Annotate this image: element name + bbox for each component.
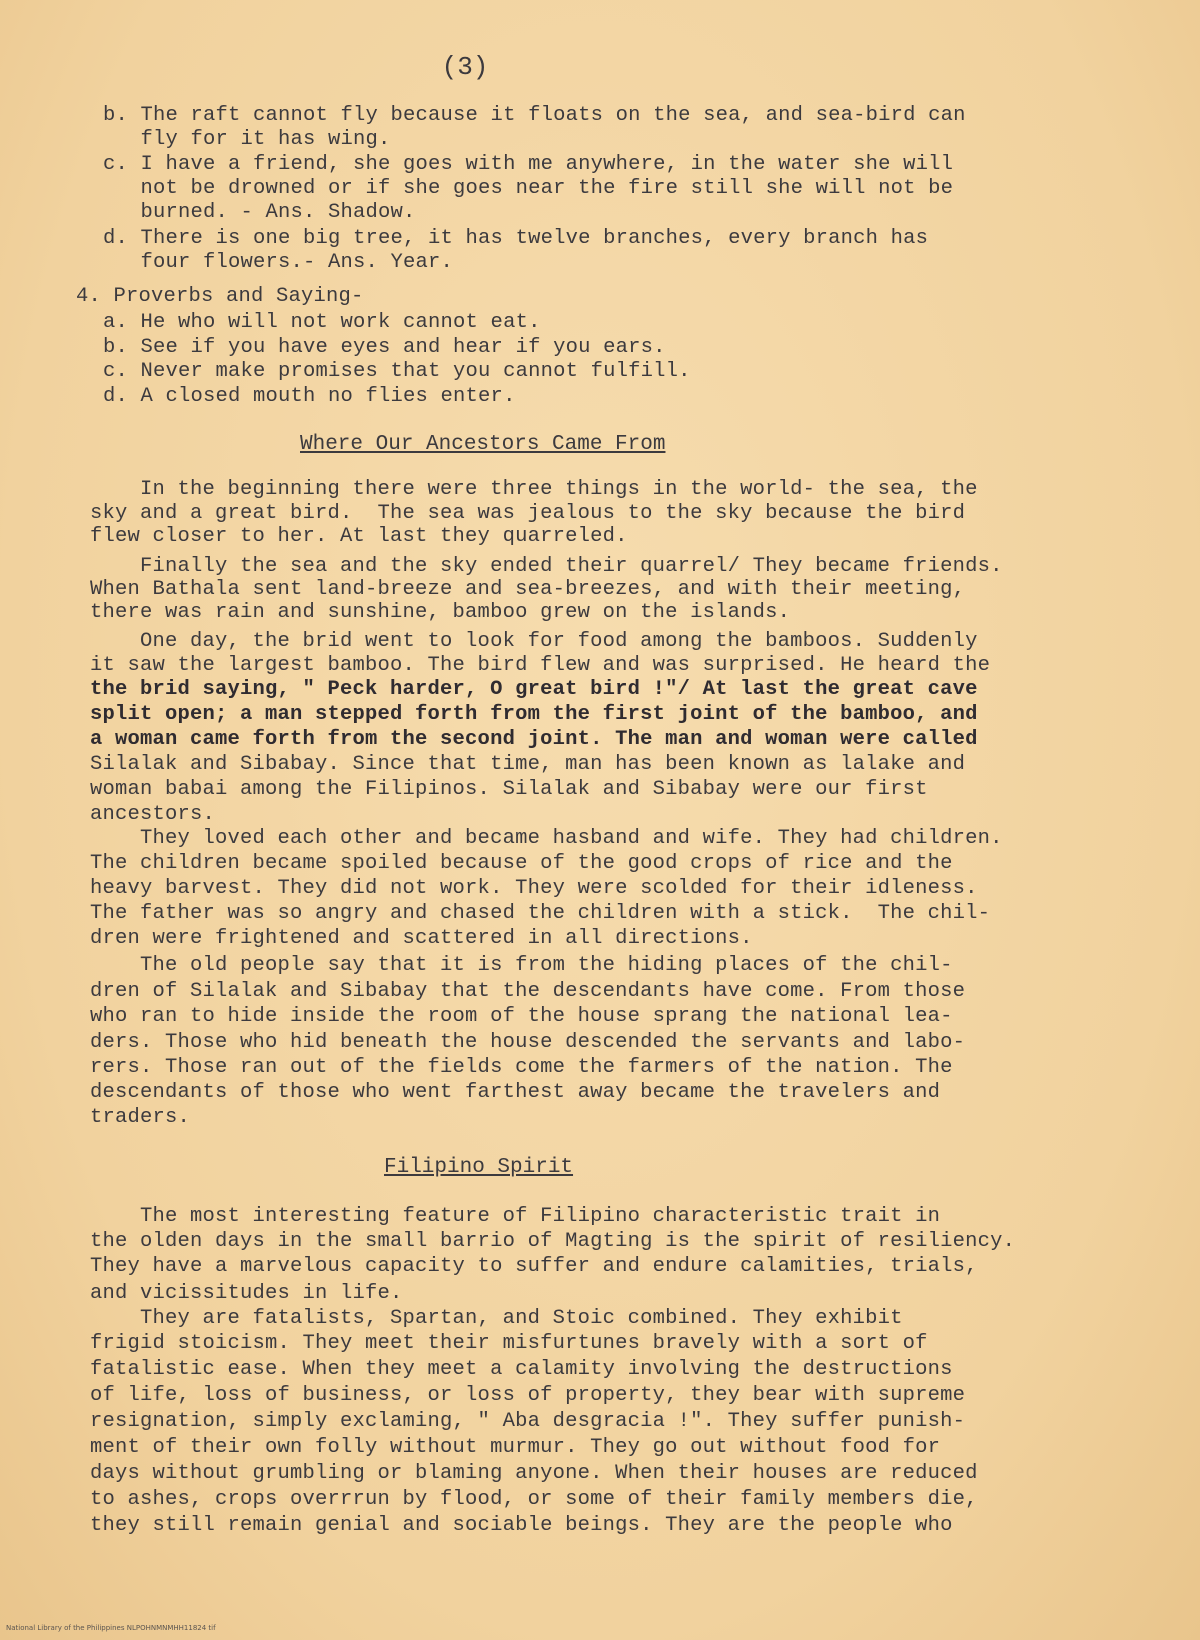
riddle-line: not be drowned or if she goes near the fire still she will not be [103,177,954,200]
proverb-item: c. Never make promises that you cannot fulfill. [103,360,691,383]
proverb-item: b. See if you have eyes and hear if you ears. [103,336,666,359]
body-line: heavy barvest. They did not work. They were scolded for their idleness. [90,877,978,900]
body-line: split open; a man stepped forth from the first joint of the bamboo, and [90,703,978,726]
body-line: Finally the sea and the sky ended their quarrel/ They became friends. [90,555,1003,578]
body-line: When Bathala sent land-breeze and sea-breezes, and with their meeting, [90,578,966,601]
body-line: The father was so angry and chased the children with a stick. The chil- [90,902,991,925]
body-line: They are fatalists, Spartan, and Stoic combined. They exhibit [90,1307,903,1330]
body-line: descendants of those who went farthest away became the travelers and [90,1081,941,1104]
body-line: of life, loss of business, or loss of property, they bear with supreme [90,1384,966,1407]
riddle-line: d. There is one big tree, it has twelve branches, every branch has [103,227,929,250]
body-line: Silalak and Sibabay. Since that time, man has been known as lalake and [90,753,966,776]
section-title-ancestors: Where Our Ancestors Came From [300,433,666,456]
body-line: traders. [90,1106,191,1129]
proverb-item: a. He who will not work cannot eat. [103,311,541,334]
body-line: resignation, simply exclaming, " Aba desgracia !". They suffer punish- [90,1410,966,1433]
body-line: to ashes, crops overrrun by flood, or some of their family members die, [90,1488,978,1511]
body-line: woman babai among the Filipinos. Silalak and Sibabay were our first [90,778,928,801]
archive-footer: National Library of the Philippines NLPOHNMNMHH11824 tif [6,1624,216,1632]
body-line: The children became spoiled because of the good crops of rice and the [90,852,953,875]
riddle-line: burned. - Ans. Shadow. [103,201,416,224]
body-line: fatalistic ease. When they meet a calamity involving the destructions [90,1358,953,1381]
riddle-line: four flowers.- Ans. Year. [103,251,454,274]
body-line: it saw the largest bamboo. The bird flew and was surprised. He heard the [90,654,991,677]
body-line: rers. Those ran out of the fields come the farmers of the nation. The [90,1056,953,1079]
body-line: One day, the brid went to look for food among the bamboos. Suddenly [90,630,978,653]
body-line: the olden days in the small barrio of Magting is the spirit of resiliency. [90,1230,1016,1253]
body-line: dren were frightened and scattered in all directions. [90,927,753,950]
body-line: They have a marvelous capacity to suffer and endure calamities, trials, [90,1255,978,1278]
body-line: they still remain genial and sociable beings. They are the people who [90,1514,953,1537]
section-title-filipino-spirit: Filipino Spirit [384,1156,574,1179]
body-line: flew closer to her. At last they quarreled. [90,525,628,548]
body-line: ment of their own folly without murmur. They go out without food for [90,1436,941,1459]
body-line: ancestors. [90,803,216,826]
body-line: sky and a great bird. The sea was jealous to the sky because the bird [90,502,966,525]
body-line: The most interesting feature of Filipino characteristic trait in [90,1205,941,1228]
body-line: a woman came forth from the second joint. The man and woman were called [90,728,978,751]
proverbs-heading: 4. Proverbs and Saying- [76,285,364,308]
body-line: there was rain and sunshine, bamboo grew on the islands. [90,601,791,624]
body-line: the brid saying, " Peck harder, O great bird !"/ At last the great cave [90,678,978,701]
body-line: They loved each other and became hasband and wife. They had children. [90,827,1003,850]
body-line: and vicissitudes in life. [90,1282,403,1305]
page-number: (3) [441,52,489,82]
body-line: ders. Those who hid beneath the house descended the servants and labo- [90,1031,966,1054]
body-line: The old people say that it is from the hiding places of the chil- [90,954,953,977]
body-line: who ran to hide inside the room of the house sprang the national lea- [90,1005,953,1028]
proverb-item: d. A closed mouth no flies enter. [103,385,516,408]
body-line: In the beginning there were three things in the world- the sea, the [90,478,978,501]
riddle-line: fly for it has wing. [103,128,391,151]
body-line: dren of Silalak and Sibabay that the descendants have come. From those [90,980,966,1003]
riddle-line: b. The raft cannot fly because it floats on the sea, and sea-bird can [103,104,966,127]
riddle-line: c. I have a friend, she goes with me anywhere, in the water she will [103,153,954,176]
body-line: days without grumbling or blaming anyone. When their houses are reduced [90,1462,978,1485]
body-line: frigid stoicism. They meet their misfurtunes bravely with a sort of [90,1332,928,1355]
